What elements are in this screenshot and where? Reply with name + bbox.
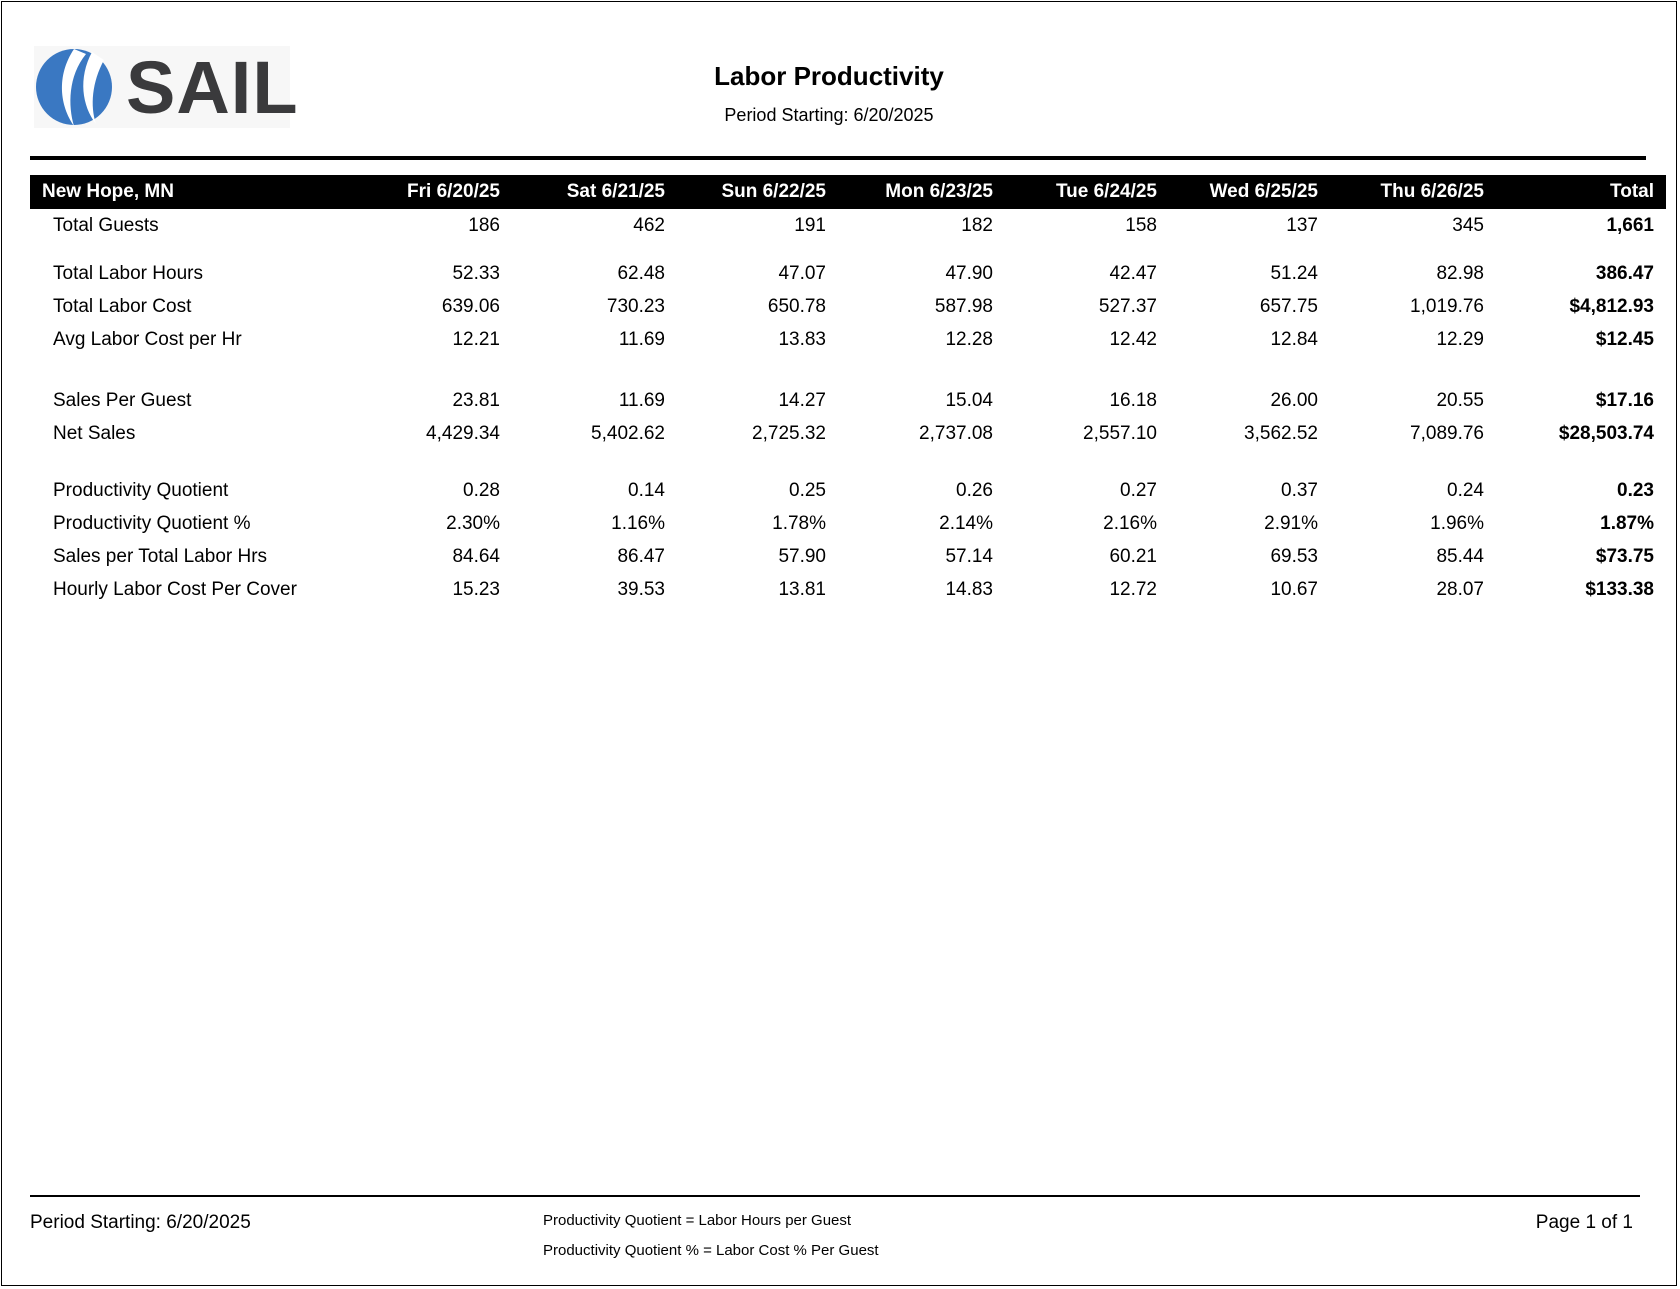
table-cell: 158: [1125, 214, 1157, 236]
row-total: $28,503.74: [1558, 422, 1654, 444]
table-cell: 60.21: [1109, 545, 1157, 567]
table-row: [30, 384, 1666, 417]
row-label: Total Guests: [53, 214, 159, 236]
table-cell: 14.27: [778, 389, 826, 411]
row-label: Avg Labor Cost per Hr: [53, 328, 242, 350]
row-total: $17.16: [1595, 389, 1654, 411]
table-cell: 12.21: [452, 328, 500, 350]
table-cell: 12.72: [1109, 578, 1157, 600]
row-label: Hourly Labor Cost Per Cover: [53, 578, 297, 600]
table-cell: 26.00: [1270, 389, 1318, 411]
table-cell: 0.37: [1281, 479, 1318, 501]
table-cell: 0.26: [956, 479, 993, 501]
row-label: Total Labor Hours: [53, 262, 203, 284]
row-label: Productivity Quotient %: [53, 512, 251, 534]
table-cell: 186: [468, 214, 500, 236]
table-row: [30, 573, 1666, 606]
table-cell: 69.53: [1270, 545, 1318, 567]
table-cell: 11.69: [618, 389, 665, 411]
table-cell: 13.83: [778, 328, 826, 350]
footer-note: Productivity Quotient % = Labor Cost % Per Guest: [543, 1242, 879, 1259]
table-cell: 1.78%: [772, 512, 826, 534]
table-cell: 2.30%: [446, 512, 500, 534]
table-cell: 42.47: [1109, 262, 1157, 284]
table-cell: 12.28: [945, 328, 993, 350]
table-row: [30, 540, 1666, 573]
table-cell: 345: [1452, 214, 1484, 236]
table-cell: 12.84: [1270, 328, 1318, 350]
table-cell: 2,737.08: [919, 422, 993, 444]
row-label: Productivity Quotient: [53, 479, 229, 501]
table-cell: 23.81: [452, 389, 500, 411]
report-title: Labor Productivity: [714, 61, 944, 91]
table-cell: 13.81: [778, 578, 826, 600]
footer-notes: [543, 1206, 879, 1266]
table-cell: 587.98: [934, 295, 993, 317]
footer-divider: [30, 1195, 1640, 1197]
table-row: [30, 507, 1666, 540]
row-total: 386.47: [1595, 262, 1654, 284]
table-row: [30, 474, 1666, 507]
report-subtitle: Period Starting: 6/20/2025: [724, 105, 934, 125]
column-header-location: New Hope, MN: [30, 175, 330, 209]
row-label: Net Sales: [53, 422, 136, 444]
row-label: Sales Per Guest: [53, 389, 192, 411]
table-cell: 0.27: [1120, 479, 1157, 501]
row-total: 0.23: [1617, 479, 1654, 501]
column-header-day: Wed 6/25/25: [1157, 175, 1318, 209]
column-header-day: Mon 6/23/25: [826, 175, 993, 209]
table-cell: 82.98: [1436, 262, 1484, 284]
table-cell: 15.04: [945, 389, 993, 411]
table-cell: 1.96%: [1430, 512, 1484, 534]
table-row: [30, 323, 1666, 356]
table-cell: 84.64: [452, 545, 500, 567]
row-label: Sales per Total Labor Hrs: [53, 545, 268, 567]
column-header-day: Sat 6/21/25: [500, 175, 665, 209]
table-cell: 39.53: [617, 578, 665, 600]
table-cell: 2.14%: [939, 512, 993, 534]
table-row: [30, 257, 1666, 290]
table-cell: 462: [633, 214, 665, 236]
table-cell: 0.25: [789, 479, 826, 501]
table-cell: 0.24: [1447, 479, 1484, 501]
header-divider: [30, 156, 1646, 160]
table-cell: 12.29: [1436, 328, 1484, 350]
table-cell: 0.14: [628, 479, 665, 501]
table-header-row: [30, 175, 1666, 209]
table-cell: 4,429.34: [426, 422, 500, 444]
table-cell: 52.33: [452, 262, 500, 284]
table-cell: 86.47: [617, 545, 665, 567]
table-cell: 11.69: [618, 328, 665, 350]
row-total: $73.75: [1595, 545, 1654, 567]
row-label: Total Labor Cost: [53, 295, 192, 317]
table-cell: 47.90: [945, 262, 993, 284]
table-row: [30, 209, 1666, 242]
row-total: $133.38: [1585, 578, 1654, 600]
column-header-day: Sun 6/22/25: [665, 175, 826, 209]
table-cell: 650.78: [767, 295, 826, 317]
row-total: $12.45: [1595, 328, 1654, 350]
table-cell: 2,725.32: [752, 422, 826, 444]
footer-note: Productivity Quotient = Labor Hours per Guest: [543, 1212, 852, 1229]
table-cell: 137: [1286, 214, 1318, 236]
table-cell: 14.83: [945, 578, 993, 600]
labor-productivity-table: [30, 175, 1666, 606]
row-total: $4,812.93: [1569, 295, 1654, 317]
table-row: [30, 290, 1666, 323]
row-total: 1,661: [1606, 214, 1654, 236]
table-cell: 527.37: [1098, 295, 1157, 317]
table-cell: 7,089.76: [1410, 422, 1484, 444]
column-header-total: Total: [1484, 175, 1666, 209]
table-cell: 62.48: [617, 262, 665, 284]
row-spacer: [30, 450, 1666, 474]
column-header-day: Tue 6/24/25: [993, 175, 1157, 209]
table-cell: 20.55: [1436, 389, 1484, 411]
table-cell: 639.06: [441, 295, 500, 317]
row-spacer: [30, 242, 1666, 257]
table-cell: 0.28: [463, 479, 500, 501]
logo-wordmark: SAIL: [126, 46, 299, 129]
footer-period: Period Starting: 6/20/2025: [30, 1212, 251, 1233]
table-cell: 3,562.52: [1244, 422, 1318, 444]
table-cell: 182: [961, 214, 993, 236]
table-cell: 16.18: [1109, 389, 1157, 411]
table-cell: 85.44: [1436, 545, 1484, 567]
table-cell: 57.90: [778, 545, 826, 567]
table-cell: 12.42: [1109, 328, 1157, 350]
column-header-day: Fri 6/20/25: [330, 175, 500, 209]
table-row: [30, 417, 1666, 450]
table-cell: 51.24: [1270, 262, 1318, 284]
table-cell: 5,402.62: [591, 422, 665, 444]
table-cell: 2,557.10: [1083, 422, 1157, 444]
table-cell: 10.67: [1270, 578, 1318, 600]
table-cell: 1.16%: [611, 512, 665, 534]
table-cell: 2.16%: [1103, 512, 1157, 534]
row-total: 1.87%: [1600, 512, 1654, 534]
row-spacer: [30, 356, 1666, 384]
table-cell: 28.07: [1436, 578, 1484, 600]
table-cell: 2.91%: [1264, 512, 1318, 534]
table-cell: 57.14: [945, 545, 993, 567]
column-header-day: Thu 6/26/25: [1318, 175, 1484, 209]
table-cell: 1,019.76: [1410, 295, 1484, 317]
page-number: Page 1 of 1: [1535, 1212, 1633, 1233]
table-cell: 657.75: [1259, 295, 1318, 317]
table-cell: 15.23: [452, 578, 500, 600]
table-cell: 730.23: [606, 295, 665, 317]
table-cell: 191: [794, 214, 826, 236]
table-cell: 47.07: [778, 262, 826, 284]
